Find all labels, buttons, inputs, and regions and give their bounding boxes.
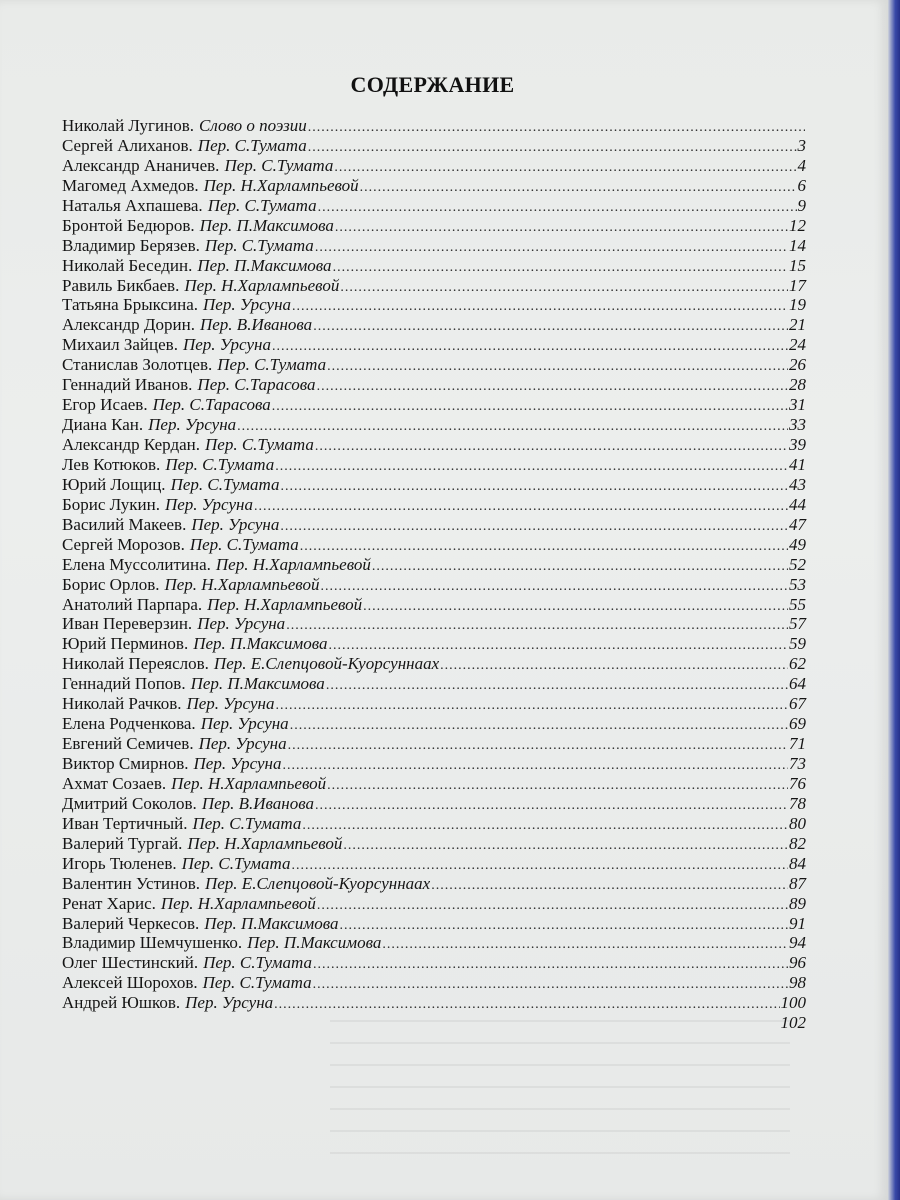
toc-entry: [62, 774, 806, 794]
toc-author: Николай Беседин.: [62, 255, 193, 275]
toc-author: Иван Переверзин.: [62, 614, 193, 634]
toc-entry: [62, 415, 806, 435]
toc-leader-dots: [275, 457, 788, 477]
toc-leader-dots: [290, 716, 788, 736]
toc-author: Андрей Юшков.: [62, 993, 181, 1013]
toc-page-number: 9: [797, 195, 806, 215]
toc-page-number: 96: [789, 953, 806, 973]
toc-author: Борис Лукин.: [62, 494, 160, 514]
toc-page-number: 98: [789, 973, 806, 993]
toc-entry: [62, 216, 806, 236]
toc-leader-dots: [320, 577, 788, 597]
toc-translator: Пер. С.Тумата: [203, 953, 312, 973]
book-cover-edge: [888, 0, 900, 1200]
toc-entry: [62, 714, 806, 734]
toc-page-number: 64: [789, 674, 806, 694]
toc-page-number: 43: [789, 474, 806, 494]
toc-leader-dots: [339, 916, 788, 936]
toc-translator: Пер. Урсуна: [148, 415, 237, 435]
toc-page-number: 71: [789, 734, 806, 754]
toc-translator: Пер. Урсуна: [191, 514, 280, 534]
toc-page-number: 73: [789, 754, 806, 773]
toc-translator: Пер. П.Максимова: [190, 674, 325, 694]
toc-author: Ахмат Созаев.: [62, 773, 167, 793]
toc-entry: [62, 973, 806, 993]
toc-author: Егор Исаев.: [62, 395, 148, 415]
toc-leader-dots: [334, 158, 796, 178]
toc-author: Александр Кердан.: [62, 435, 200, 454]
toc-translator: Пер. С.Тумата: [181, 853, 291, 873]
toc-leader-dots: [308, 118, 805, 138]
toc-author: Диана Кан.: [62, 415, 144, 435]
toc-entry: [62, 455, 806, 475]
toc-leader-dots: [440, 656, 788, 676]
toc-page-number: 59: [789, 634, 806, 654]
toc-leader-dots: [333, 258, 788, 278]
toc-entry: [62, 834, 806, 854]
toc-translator: Пер. Урсуна: [203, 295, 292, 315]
toc-author: Геннадий Попов.: [62, 674, 186, 694]
toc-entry: [62, 515, 806, 535]
toc-page-number: 26: [789, 355, 806, 375]
toc-leader-dots: [382, 935, 788, 955]
toc-leader-dots: [363, 597, 788, 617]
toc-page-number: 53: [789, 574, 806, 594]
toc-page-number: 4: [797, 155, 806, 175]
toc-page-number: 39: [789, 435, 806, 454]
toc-page-number: 19: [789, 295, 806, 315]
toc-translator: Пер. С.Тумата: [205, 435, 314, 454]
toc-author: Николай Рачков.: [62, 694, 182, 714]
toc-translator: Пер. Урсуна: [182, 335, 271, 355]
toc-page-number: 28: [789, 375, 806, 395]
toc-leader-dots: [317, 896, 788, 916]
page-title: СОДЕРЖАНИЕ: [350, 72, 515, 97]
toc-author: Татьяна Брыксина.: [62, 295, 199, 315]
toc-leader-dots: [300, 537, 788, 557]
toc-leader-dots: [292, 297, 788, 317]
toc-entry: [62, 734, 806, 754]
toc-author: Бронтой Бедюров.: [62, 215, 195, 235]
toc-leader-dots: [272, 337, 788, 357]
toc-page-number: 78: [789, 793, 806, 813]
toc-leader-dots: [313, 317, 788, 337]
toc-page-number: 15: [789, 255, 806, 275]
toc-author: Дмитрий Соколов.: [62, 793, 197, 813]
toc-page-number: 14: [789, 235, 806, 255]
toc-author: Равиль Бикбаев.: [62, 275, 180, 295]
toc-translator: Пер. С.Тумата: [217, 355, 327, 375]
toc-entry: [62, 694, 806, 714]
toc-leader-dots: [308, 138, 797, 158]
toc-entry: [62, 355, 806, 375]
toc-author: Александр Ананичев.: [62, 155, 220, 175]
toc-translator: Пер. В.Иванова: [201, 793, 315, 813]
toc-page-number: 41: [789, 454, 806, 474]
toc-page-number: 91: [789, 913, 806, 933]
toc-author: Елена Родченкова.: [62, 714, 196, 734]
toc-page-number: 82: [789, 833, 806, 853]
toc-translator: Слово о поэзии: [198, 116, 307, 135]
toc-translator: Пер. Урсуна: [185, 993, 274, 1013]
toc-entry: [62, 874, 806, 894]
toc-page-number: 55: [789, 594, 806, 614]
toc-translator: Пер. Н.Харлампьевой: [187, 833, 343, 853]
toc-translator: Пер. Н.Харлампьевой: [164, 574, 320, 594]
toc-leader-dots: [327, 776, 788, 796]
toc-translator: Пер. Е.Слепцовой-Куорсуннаах: [213, 654, 440, 674]
toc-entry: [62, 196, 806, 216]
toc-author: Анатолий Парпара.: [62, 594, 203, 614]
toc-entry: [62, 236, 806, 256]
toc-entry: [62, 654, 806, 674]
toc-translator: Пер. С.Тумата: [170, 474, 280, 494]
toc-entry: [62, 555, 806, 575]
toc-translator: Пер. С.Тумата: [197, 135, 307, 155]
toc-entry: [62, 535, 806, 555]
toc-page-number: 89: [789, 893, 806, 913]
toc-translator: Пер. Н.Харлампьевой: [184, 275, 340, 295]
toc-author: Владимир Шемчушенко.: [62, 933, 243, 953]
bleed-through-text: [330, 1010, 790, 1170]
toc-entry: [62, 674, 806, 694]
toc-author: Иван Тертичный.: [62, 813, 188, 833]
toc-entry: [62, 575, 806, 595]
toc-translator: Пер. Н.Харлампьевой: [203, 175, 359, 195]
toc-translator: Пер. Урсуна: [186, 694, 275, 714]
toc-translator: Пер. П.Максимова: [204, 913, 339, 933]
toc-author: Николай Переяслов.: [62, 654, 209, 674]
toc-author: Валерий Черкесов.: [62, 913, 200, 933]
toc-author: Василий Макеев.: [62, 514, 187, 534]
toc-author: Сергей Алиханов.: [62, 135, 193, 155]
toc-page-number: 3: [797, 135, 806, 155]
toc-translator: Пер. Урсуна: [164, 494, 253, 514]
toc-author: Виктор Смирнов.: [62, 754, 189, 773]
toc-translator: Пер. С.Тарасова: [197, 375, 316, 395]
toc-page-number: 94: [789, 933, 806, 953]
toc-author: Валентин Устинов.: [62, 873, 200, 893]
toc-leader-dots: [317, 377, 788, 397]
toc-translator: Пер. С.Тумата: [224, 155, 334, 175]
toc-entry: [62, 375, 806, 395]
toc-page-number: 76: [789, 773, 806, 793]
table-of-contents: [62, 116, 806, 1033]
toc-entry: [62, 315, 806, 335]
toc-leader-dots: [335, 218, 788, 238]
toc-entry: [62, 914, 806, 934]
toc-translator: Пер. Урсуна: [193, 754, 282, 773]
toc-entry: [62, 116, 806, 136]
toc-leader-dots: [340, 278, 788, 298]
toc-page-number: 49: [789, 534, 806, 554]
toc-author: Станислав Золотцев.: [62, 355, 213, 375]
toc-entry: [62, 933, 806, 953]
toc-page-number: 84: [789, 853, 806, 873]
toc-author: Михаил Зайцев.: [62, 335, 178, 355]
toc-translator: Пер. Н.Харлампьевой: [207, 594, 363, 614]
toc-translator: Пер. Урсуна: [197, 614, 286, 634]
toc-page-number: 44: [789, 494, 806, 514]
toc-translator: Пер. С.Тарасова: [152, 395, 271, 415]
toc-leader-dots: [318, 198, 797, 218]
toc-entry: [62, 136, 806, 156]
toc-author: Ренат Харис.: [62, 893, 156, 913]
toc-page-number: 102: [780, 1013, 806, 1033]
toc-entry: [62, 276, 806, 296]
toc-entry: [62, 435, 806, 455]
toc-page-number: 69: [789, 714, 806, 734]
toc-entry: [62, 953, 806, 973]
toc-author: Юрий Перминов.: [62, 634, 189, 654]
toc-author: Елена Муссолитина.: [62, 554, 211, 574]
toc-translator: Пер. Н.Харлампьевой: [215, 554, 371, 574]
toc-leader-dots: [313, 975, 788, 995]
toc-translator: Пер. В.Иванова: [199, 315, 313, 335]
toc-author: Олег Шестинский.: [62, 953, 199, 973]
toc-entry: [62, 794, 806, 814]
toc-leader-dots: [302, 816, 788, 836]
toc-author: Наталья Ахпашева.: [62, 195, 203, 215]
toc-leader-dots: [286, 616, 788, 636]
toc-translator: Пер. С.Тумата: [192, 813, 302, 833]
toc-leader-dots: [372, 557, 788, 577]
toc-entry: [62, 754, 806, 774]
toc-leader-dots: [360, 178, 797, 198]
toc-author: Игорь Тюленев.: [62, 853, 177, 873]
toc-author: Геннадий Иванов.: [62, 375, 193, 395]
toc-page-number: 52: [789, 554, 806, 574]
toc-page-number: 6: [797, 175, 806, 195]
toc-entry: [62, 156, 806, 176]
toc-leader-dots: [283, 756, 789, 776]
toc-translator: Пер. П.Максимова: [193, 634, 328, 654]
toc-leader-dots: [280, 477, 788, 497]
toc-leader-dots: [272, 397, 788, 417]
toc-leader-dots: [431, 876, 788, 896]
toc-page-number: 87: [789, 873, 806, 893]
toc-entry: [62, 854, 806, 874]
toc-entry: [62, 814, 806, 834]
toc-translator: Пер. С.Тумата: [165, 454, 275, 474]
toc-author: Сергей Морозов.: [62, 534, 185, 554]
toc-translator: Пер. Н.Харлампьевой: [160, 893, 316, 913]
toc-entry: [62, 475, 806, 495]
toc-entry: [62, 894, 806, 914]
toc-entry: [62, 595, 806, 615]
toc-leader-dots: [275, 696, 788, 716]
toc-translator: Пер. Е.Слепцовой-Куорсуннаах: [204, 873, 431, 893]
toc-page-number: 62: [789, 654, 806, 674]
toc-page-number: 31: [789, 395, 806, 415]
toc-page-number: 21: [789, 315, 806, 335]
toc-page-number: 67: [789, 694, 806, 714]
toc-author: Магомед Ахмедов.: [62, 175, 199, 195]
toc-author: Николай Лугинов.: [62, 116, 194, 135]
toc-entry: [62, 335, 806, 355]
toc-author: Борис Орлов.: [62, 574, 160, 594]
toc-entry: [62, 176, 806, 196]
toc-page-number: 17: [789, 275, 806, 295]
toc-leader-dots: [327, 357, 788, 377]
toc-translator: Пер. Н.Харлампьевой: [171, 773, 327, 793]
toc-page-number: 24: [789, 335, 806, 355]
toc-leader-dots: [237, 417, 788, 437]
toc-author: Алексей Шорохов.: [62, 973, 198, 993]
toc-translator: Пер. П.Максимова: [199, 215, 334, 235]
toc-leader-dots: [288, 736, 788, 756]
toc-author: Юрий Лощиц.: [62, 474, 166, 494]
toc-translator: Пер. С.Тумата: [204, 235, 314, 255]
toc-page-number: 57: [789, 614, 806, 634]
toc-entry: [62, 395, 806, 415]
toc-translator: Пер. П.Максимова: [247, 933, 382, 953]
toc-translator: Пер. П.Максимова: [197, 255, 332, 275]
toc-translator: Пер. С.Тумата: [207, 195, 317, 215]
toc-author: Александр Дорин.: [62, 315, 195, 335]
toc-leader-dots: [254, 497, 788, 517]
toc-leader-dots: [280, 517, 788, 537]
toc-author: Лев Котюков.: [62, 454, 161, 474]
toc-page-number: 12: [789, 215, 806, 235]
toc-author: Валерий Тургай.: [62, 833, 183, 853]
toc-entry: [62, 295, 806, 315]
toc-author: Евгений Семичев.: [62, 734, 194, 754]
toc-entry: [62, 495, 806, 515]
toc-entry: [62, 614, 806, 634]
toc-page-number: 100: [780, 993, 806, 1013]
toc-page-number: 33: [789, 415, 806, 435]
toc-leader-dots: [326, 676, 788, 696]
toc-leader-dots: [315, 238, 788, 258]
toc-page-number: 80: [789, 813, 806, 833]
toc-translator: Пер. Урсуна: [200, 714, 289, 734]
toc-leader-dots: [313, 955, 788, 975]
toc-author: Владимир Берязев.: [62, 235, 200, 255]
toc-leader-dots: [315, 796, 788, 816]
toc-leader-dots: [315, 437, 788, 457]
toc-entry: [62, 256, 806, 276]
toc-page-number: 47: [789, 514, 806, 534]
toc-leader-dots: [343, 836, 788, 856]
toc-translator: Пер. Урсуна: [198, 734, 287, 754]
toc-entry: [62, 634, 806, 654]
toc-translator: Пер. С.Тумата: [189, 534, 299, 554]
toc-translator: Пер. С.Тумата: [202, 973, 312, 993]
